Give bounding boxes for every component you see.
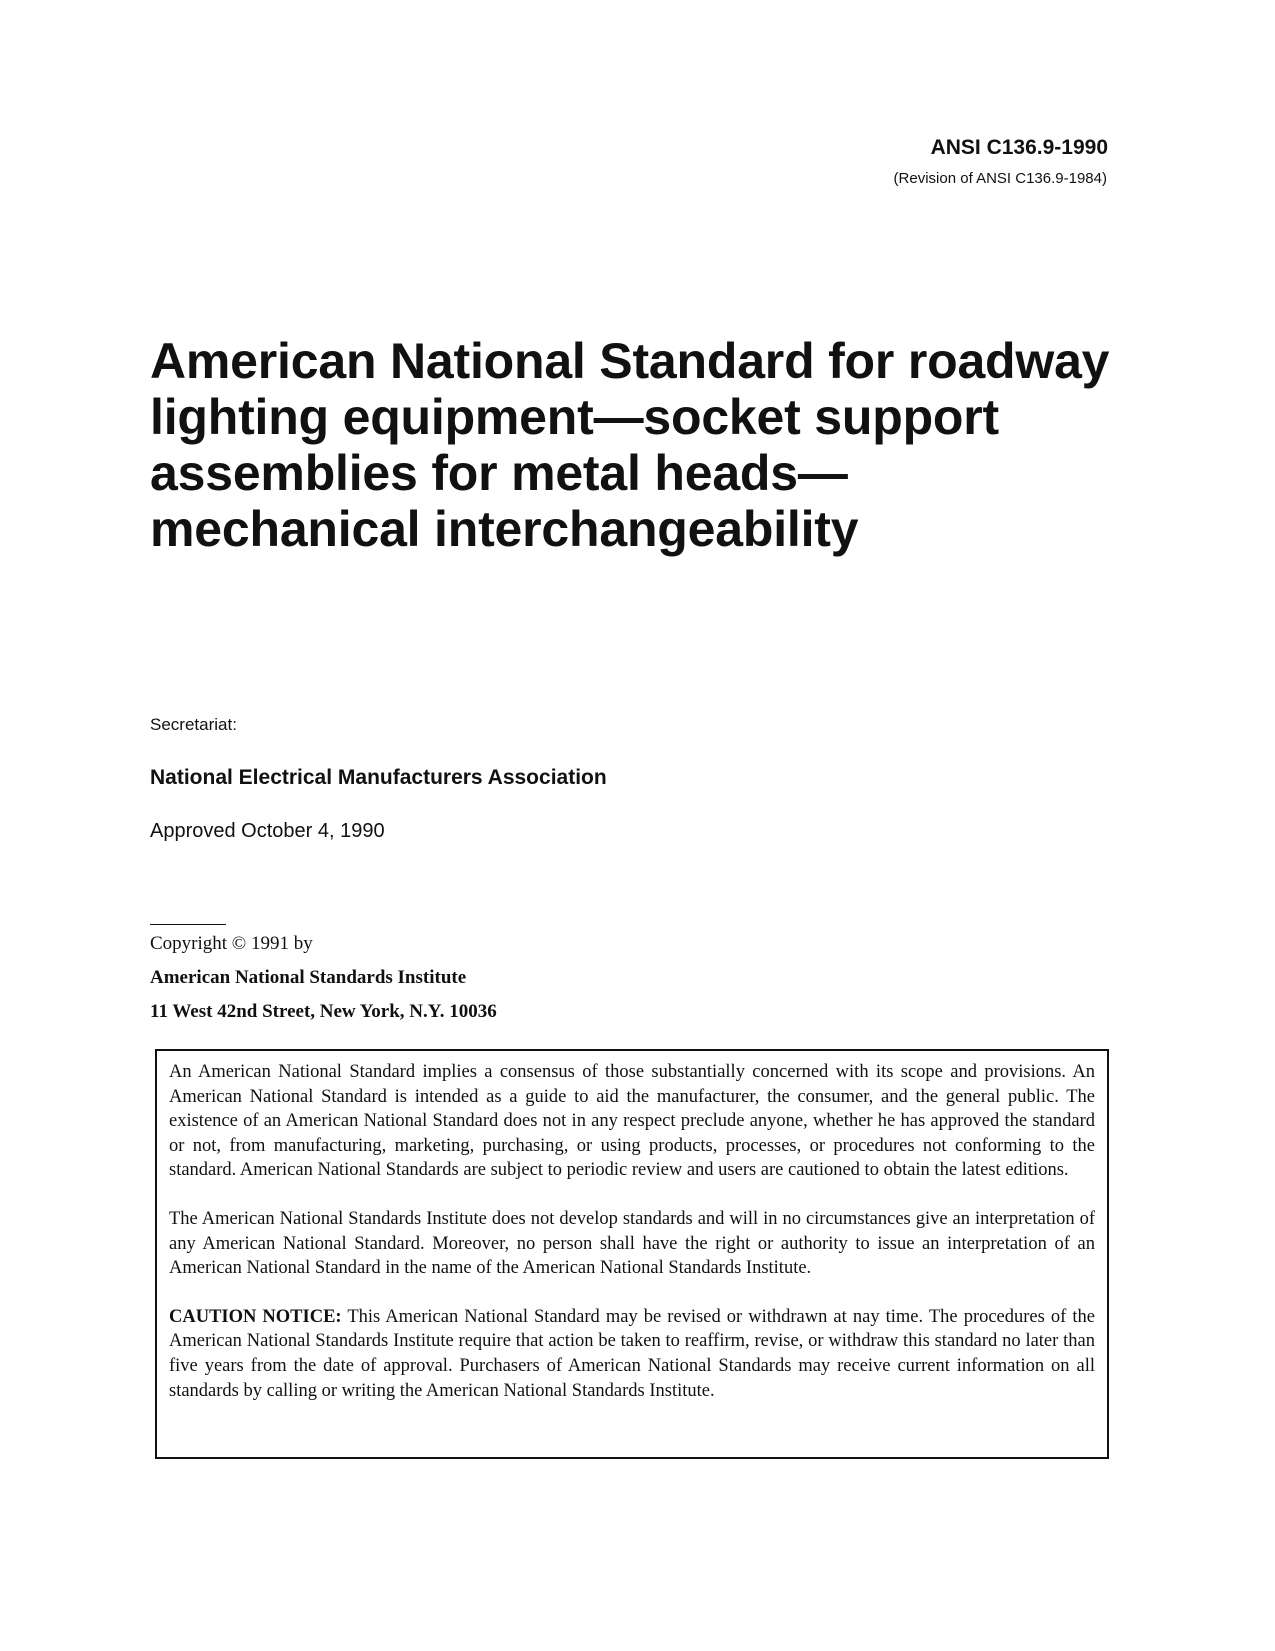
revision-note: (Revision of ANSI C136.9-1984) — [893, 170, 1107, 187]
document-title — [150, 333, 1150, 557]
title-line: assemblies for metal heads— — [150, 445, 848, 501]
title-line: American National Standard for roadway — [150, 333, 1110, 389]
notice-paragraph: An American National Standard implies a consensus of those substantially concerned with its scope and provisions. An American National Standard is intended as a guide to aid the manufacturer, the consumer, and the general public. The existence of an American National Standard does not in any respect preclude anyone, whether he has approved the standard or not, from manufacturing, marketing, purchasing, or using products, processes, or procedures not conforming to the standard. American National Standards are subject to periodic review and users are cautioned to obtain the latest editions. — [169, 1062, 1095, 1181]
publisher-name: American National Standards Institute — [150, 967, 467, 988]
notice-box — [155, 1049, 1109, 1459]
publisher-address: 11 West 42nd Street, New York, N.Y. 10036 — [150, 1001, 497, 1022]
notice-paragraph: The American National Standards Institute does not develop standards and will in no circumstances give an interpretation of any American National Standard. Moreover, no person shall have the right or authority to issue an interpretation of an American National Standard in the name of the American National Standards Institute. — [169, 1208, 1095, 1279]
caution-text: This American National Standard may be revised or withdrawn at nay time. The procedures of the American National Standards Institute require that action be taken to reaffirm, revise, or withdraw this standard no later than five years from the date of approval. Purchasers of American National Standards may receive current information on all standards by calling or writing the American National Standards Institute. — [169, 1306, 1095, 1401]
title-line: mechanical interchangeability — [150, 501, 859, 557]
secretariat-label: Secretariat: — [150, 715, 237, 734]
copyright-line: Copyright © 1991 by — [150, 933, 313, 954]
title-line: lighting equipment—socket support — [150, 389, 999, 445]
secretariat-name: National Electrical Manufacturers Association — [150, 766, 607, 789]
caution-label: CAUTION NOTICE: — [169, 1306, 342, 1327]
approval-date: Approved October 4, 1990 — [150, 820, 385, 842]
standard-id: ANSI C136.9-1990 — [930, 136, 1108, 159]
caution-paragraph — [169, 1305, 1095, 1403]
footnote-divider — [150, 924, 226, 925]
